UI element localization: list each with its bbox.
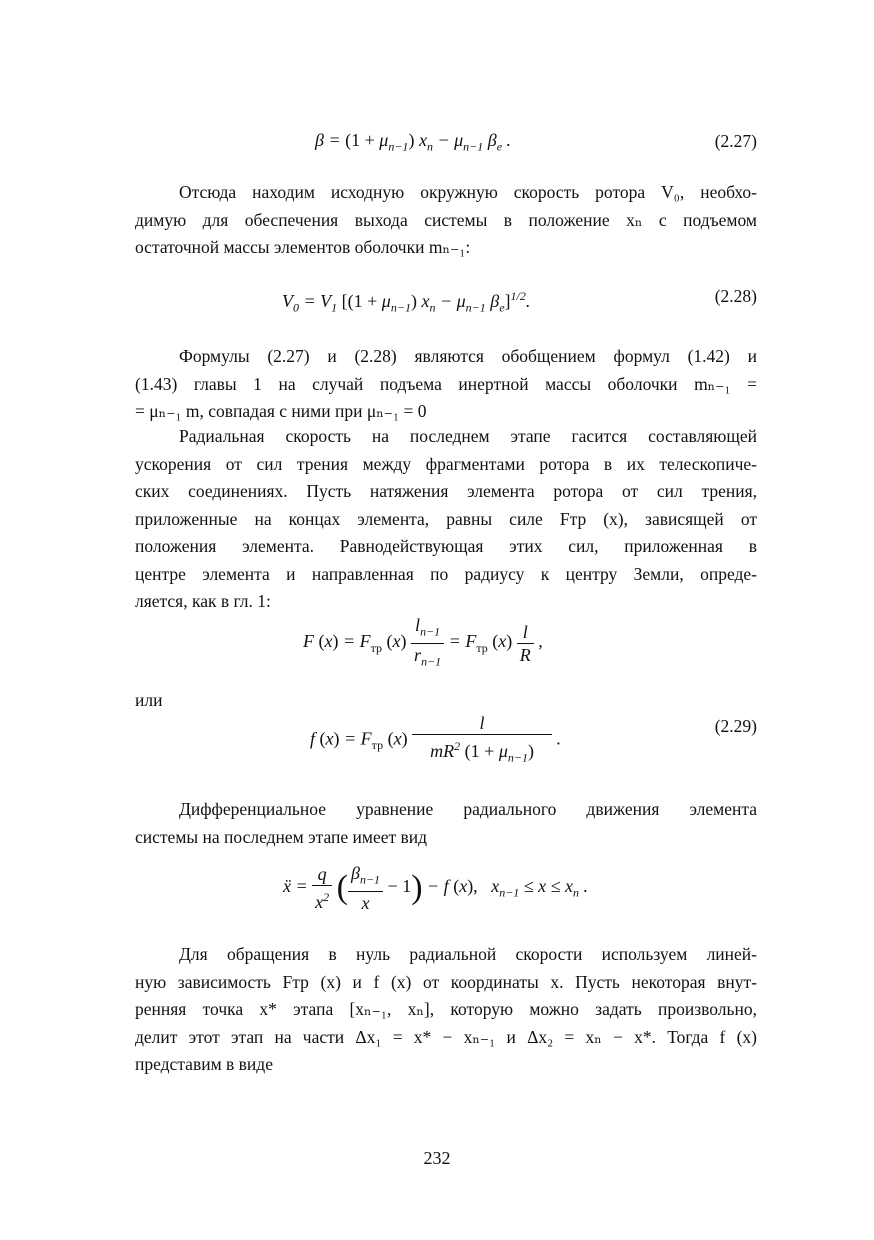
text-line: системы на последнем этапе имеет вид <box>135 826 428 847</box>
text-line: ную зависимость Fтр (x) и f (x) от координаты x. Пусть некоторая внут- <box>135 971 757 992</box>
text-line: Для обращения в нуль радиальной скорости используем линей- <box>179 944 757 964</box>
text-line: Радиальная скорость на последнем этапе гасится составляющей <box>179 426 757 446</box>
paragraph-1 <box>135 179 757 262</box>
text-line: димую для обеспечения выхода системы в положение xₙ с подъемом <box>135 209 757 230</box>
text-line: ренняя точка x* этапа [xₙ₋₁, xₙ], которую можно задать произвольно, <box>135 999 757 1019</box>
text-line: ляется, как в гл. 1: <box>135 591 271 611</box>
equation-motion: ẍ = $\frac{q}{x^2}$ ( $\frac{\beta_{n-1}}{x}$ − 1) − f (x), $x_{n-1} \le x \le x_n$ . <box>283 863 589 913</box>
paragraph-3 <box>135 423 757 616</box>
text-line: Отсюда находим исходную окружную скорость ротора V₀, необхо- <box>179 182 757 202</box>
paragraph-5 <box>135 941 757 1079</box>
text-line: делит этот этап на части Δx₁ = x* − xₙ₋₁ и Δx₂ = xₙ − x*. Тогда f (x) <box>135 1026 757 1047</box>
equation-2-27: $\beta = (1 + \mu_{n-1})$ $x_n - \mu_{n-1}$ $\beta_e$ . <box>315 130 512 154</box>
page-number: 232 <box>423 1148 451 1168</box>
paragraph-2 <box>135 343 757 426</box>
text-line: ускорения от сил трения между фрагментами ротора в их телескопиче- <box>135 453 757 474</box>
text-line: приложенные на концах элемента, равны силе Fтр (x), зависящей от <box>135 508 757 529</box>
equation-2-28: $V_0 = V_1$ [$(1 + \mu_{n-1})$ $x_n - \mu_{n-1}$ $\beta_e]^{1/2}$. <box>282 289 531 315</box>
text-line: (1.43) главы 1 на случай подъема инертной массы оболочки mₙ₋₁ = <box>135 373 757 394</box>
text-line: Дифференциальное уравнение радиального движения элемента <box>179 799 757 819</box>
equation-force: F $(x) = F_{тр}$ (x) $\frac{l_{n-1}}{r_{n-1}}$ = $F_{тр}$ (x) $\frac{l}{R}$ , <box>303 615 543 669</box>
equation-number: (2.29) <box>714 716 757 736</box>
text-line: положения элемента. Равнодействующая этих сил, приложенная в <box>135 536 757 556</box>
text-line: = μₙ₋₁ m, совпадая с ними при μₙ₋₁ = 0 <box>135 401 427 421</box>
text-line: остаточной массы элементов оболочки mₙ₋₁: <box>135 237 471 257</box>
text-line: Формулы (2.27) и (2.28) являются обобщением формул (1.42) и <box>179 346 757 366</box>
equation-2-29: f $(x) = F_{тр}$ (x) $\frac{l}{mR^2 (1 + \mu_{n-1})}$ . <box>310 713 562 765</box>
equation-number: (2.28) <box>714 286 757 306</box>
text-line: представим в виде <box>135 1054 273 1074</box>
word-or: или <box>135 690 163 710</box>
text-line: ских соединениях. Пусть натяжения элемента ротора от сил трения, <box>135 481 757 501</box>
text-line: центре элемента и направленная по радиусу к центру Земли, опреде- <box>135 563 757 584</box>
equation-number: (2.27) <box>714 131 757 151</box>
paragraph-4 <box>135 796 757 851</box>
